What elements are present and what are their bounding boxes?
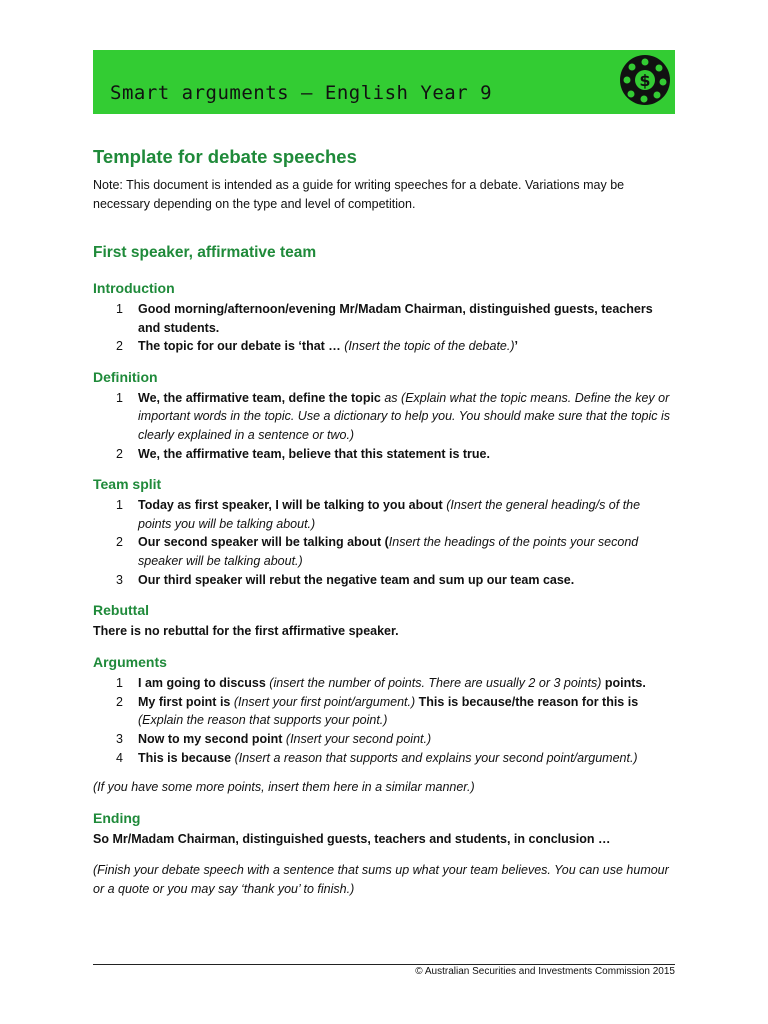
speech-text: Our second speaker will be talking about ( [138,535,389,550]
speech-text: points. [601,676,646,691]
definition-section [93,369,675,463]
section-heading: First speaker, affirmative team [93,244,317,261]
list-item [93,300,675,337]
item-text [138,674,675,693]
instruction-text: (Insert your first point/argument.) [233,694,416,709]
item-number: 1 [116,498,123,513]
arguments-heading: Arguments [93,654,167,671]
introduction-section [93,280,675,356]
speech-text: We, the affirmative team, define the topic [138,390,385,405]
instruction-text: (Insert the topic of the debate.) [344,339,515,354]
list-item [93,730,675,749]
intro-note: Note: This document is intended as a guide for writing speeches for a debate. Variations may be necessary depending on the type and level of competition. [93,178,625,211]
item-text [138,571,675,590]
definition-list [93,389,675,463]
list-item [93,571,675,590]
item-number: 2 [116,535,123,550]
arguments-section [93,654,675,797]
arguments-list [93,674,675,767]
list-item [93,337,675,356]
list-item [93,389,675,445]
speech-text: Today as first speaker, I will be talking to you about [138,498,447,513]
team-split-heading: Team split [93,476,162,493]
document-body [93,146,675,912]
list-item [93,533,675,570]
item-text [138,337,675,356]
rebuttal-text: There is no rebuttal for the first affirmative speaker. [93,624,399,639]
introduction-heading: Introduction [93,280,175,296]
list-item [93,693,675,730]
ending-note: (Finish your debate speech with a sentence that sums up what your team believes. You can use humour or a quote or you may say ‘thank you’ to finish.) [93,863,669,897]
instruction-text: Insert the headings of the points your second speaker will be talking about.) [138,535,639,568]
item-number: 3 [116,572,123,587]
list-item [93,445,675,464]
team-split-list [93,496,675,589]
item-text [138,730,675,749]
item-text [138,749,675,768]
speech-text: This is because [138,750,235,765]
header-banner [93,50,675,114]
instruction-text: as (Explain what the topic means. Define the key or important words in the topic. Use a dictionary to help you. You should make sure that the topic is clearly explained in a sentence or two.) [138,390,671,442]
speech-text: Good morning/afternoon/evening Mr/Madam Chairman, distinguished guests, teachers and students. [138,302,653,335]
definition-heading: Definition [93,368,158,385]
document-title: Template for debate speeches [93,146,357,167]
instruction-text: (Insert the general heading/s of the points you will be talking about.) [138,498,641,531]
ending-text: So Mr/Madam Chairman, distinguished guests, teachers and students, in conclusion … [93,832,611,847]
footer-divider [93,964,675,965]
item-number: 1 [116,390,123,405]
item-text [138,389,675,445]
list-item [93,749,675,768]
asic-moneysmart-logo-icon [619,54,671,106]
item-text [138,533,675,570]
introduction-list [93,300,675,356]
item-number: 2 [116,339,123,354]
arguments-note: (If you have some more points, insert them here in a similar manner.) [93,780,475,795]
speech-text: ’ [514,339,518,354]
item-number: 2 [116,694,123,709]
rebuttal-section [93,602,675,641]
item-text [138,693,675,730]
svg-text:$: $ [639,71,651,90]
list-item [93,496,675,533]
speech-text: Our third speaker will rebut the negative team and sum up our team case. [138,572,575,587]
ending-section [93,810,675,899]
banner-title: Smart arguments – English Year 9 [110,82,493,104]
speech-text: My first point is [138,694,234,709]
instruction-text: (Insert a reason that supports and explains your second point/argument.) [234,750,638,765]
speech-text: This is because/the reason for this is [415,694,639,709]
item-number: 2 [116,446,123,461]
instruction-text: (Insert your second point.) [285,731,432,746]
rebuttal-heading: Rebuttal [93,602,149,619]
instruction-text: (insert the number of points. There are usually 2 or 3 points) [269,676,602,691]
item-number: 1 [116,676,123,691]
footer-copyright: © Australian Securities and Investments Commission 2015 [415,966,675,977]
item-number: 1 [116,302,123,316]
ending-heading: Ending [93,810,141,827]
item-text [138,496,675,533]
item-number: 3 [116,731,123,746]
instruction-text: (Explain the reason that supports your point.) [138,713,388,728]
speech-text: We, the affirmative team, believe that this statement is true. [138,446,490,461]
item-number: 4 [116,750,123,765]
team-split-section [93,476,675,589]
list-item [93,674,675,693]
speech-text: I am going to discuss [138,676,270,691]
speech-text: The topic for our debate is ‘that … [138,339,345,354]
speech-text: Now to my second point [138,731,286,746]
item-text [138,445,675,464]
item-text [138,300,675,337]
